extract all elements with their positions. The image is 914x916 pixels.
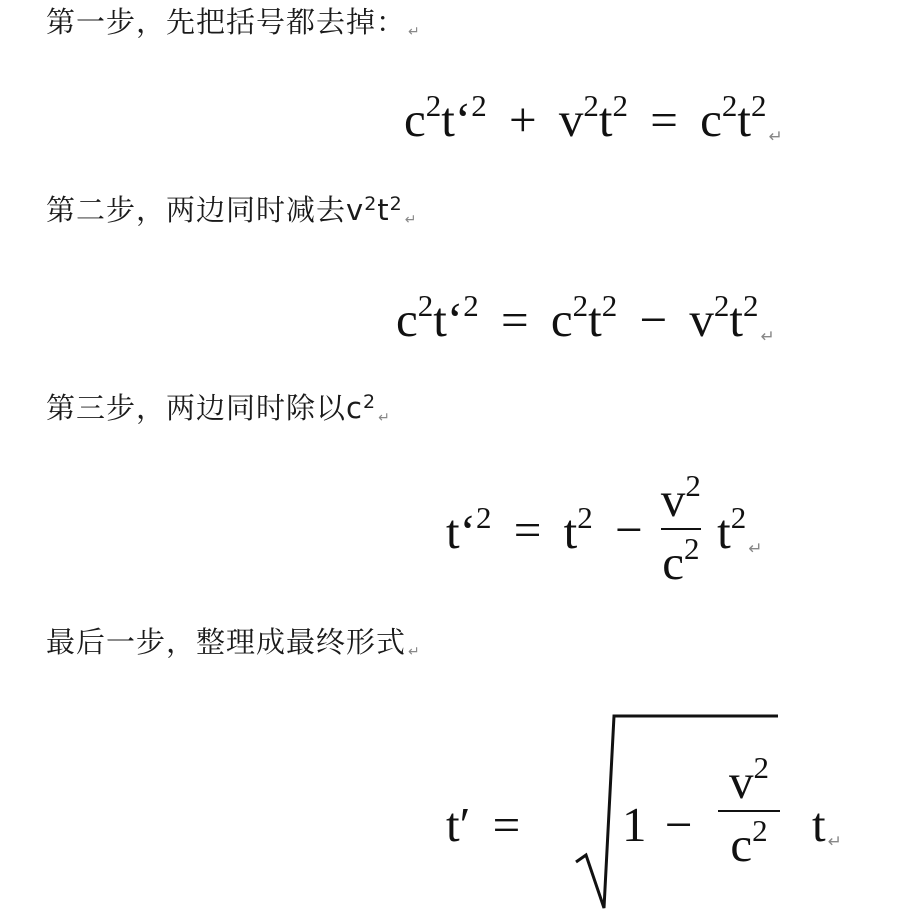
step-3-text: 第三步，两边同时除以 (46, 391, 347, 425)
return-mark-icon: ↵ (768, 127, 783, 146)
return-mark-icon: ↵ (408, 644, 421, 660)
return-mark-icon: ↵ (408, 24, 421, 40)
fraction-bar (718, 810, 780, 812)
step-1-text: 第一步，先把括号都去掉： (46, 5, 407, 39)
equation-3: t‘$^2$ = $t^2$ − $\frac{v^2}{c^2}$ $t^2↵$ (446, 468, 763, 591)
equation-1: $c^2t‘^2 + v^2t^2$ = $c^2t^2↵$ (404, 88, 783, 147)
return-mark-icon: ↵ (378, 410, 391, 426)
return-mark-icon: ↵ (760, 327, 775, 346)
step-4-label (46, 625, 421, 660)
step-3-label: 第三步，两边同时除以$c^2↵$ (46, 391, 391, 426)
step-4-text: 最后一步，整理成最终形式 (46, 625, 407, 659)
fraction-v2-over-c2-root: $v^2$ $c^2$ (718, 752, 780, 869)
fraction-bar (661, 528, 701, 530)
step-2-label: 第二步，两边同时减去$v^2t^2↵$ (46, 193, 418, 228)
fraction-v2-over-c2: $\frac{v^2}{c^2}$ (660, 468, 701, 591)
return-mark-icon: ↵ (404, 212, 418, 228)
step-1-label (46, 5, 421, 40)
return-mark-icon: ↵ (827, 832, 842, 851)
equation-4: t′ = 1 − $v^2$ $c^2$ t ↵ (0, 0, 914, 916)
return-mark-icon: ↵ (748, 538, 763, 558)
step-2-text: 第二步，两边同时减去 (46, 193, 347, 227)
equation-2: $c^2t‘^2 = c^2t^2$ − $v^2t^2↵$ (396, 288, 775, 347)
